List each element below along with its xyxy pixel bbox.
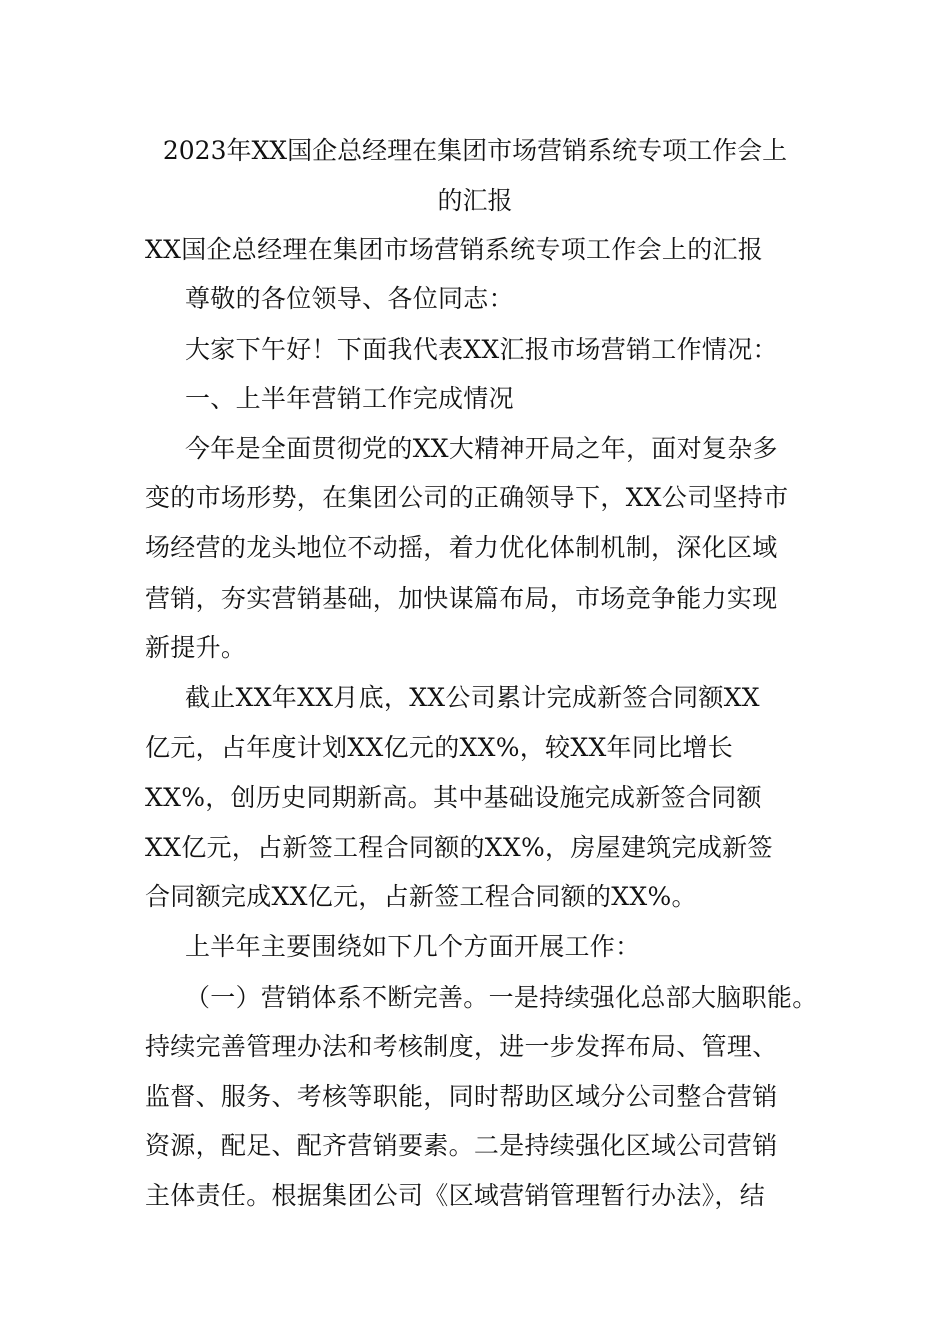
paragraph-line: 营销，夯实营销基础，加快谋篇布局，市场竞争能力实现: [145, 584, 778, 613]
paragraph-line: 监督、服务、考核等职能，同时帮助区域分公司整合营销: [145, 1082, 778, 1111]
paragraph-line: （一）营销体系不断完善。一是持续强化总部大脑职能。: [185, 983, 818, 1012]
paragraph-line: 变的市场形势，在集团公司的正确领导下，XX公司坚持市: [145, 483, 789, 512]
paragraph-line: 场经营的龙头地位不动摇，着力优化体制机制，深化区域: [145, 533, 778, 562]
paragraph-line: 持续完善管理办法和考核制度，进一步发挥布局、管理、: [145, 1032, 778, 1061]
paragraph-line: 上半年主要围绕如下几个方面开展工作：: [185, 932, 641, 961]
document-title-line-1: 2023年XX国企总经理在集团市场营销系统专项工作会上: [162, 136, 788, 165]
paragraph-line: 合同额完成XX亿元，占新签工程合同额的XX%。: [145, 882, 697, 911]
paragraph-line: 新提升。: [145, 633, 247, 662]
subtitle-line: XX国企总经理在集团市场营销系统专项工作会上的汇报: [145, 235, 764, 264]
paragraph-line: 资源，配足、配齐营销要素。二是持续强化区域公司营销: [145, 1131, 778, 1160]
document-title-line-2: 的汇报: [437, 186, 513, 215]
greeting-line: 大家下午好！下面我代表XX汇报市场营销工作情况：: [185, 335, 778, 364]
paragraph-line: 今年是全面贯彻党的XX大精神开局之年，面对复杂多: [185, 434, 778, 463]
section-heading-1: 一、上半年营销工作完成情况: [185, 384, 514, 413]
paragraph-line: 截止XX年XX月底，XX公司累计完成新签合同额XX: [185, 683, 760, 712]
paragraph-line: XX%，创历史同期新高。其中基础设施完成新签合同额: [145, 783, 762, 812]
paragraph-line: XX亿元，占新签工程合同额的XX%，房屋建筑完成新签: [145, 833, 773, 862]
salutation-line: 尊敬的各位领导、各位同志：: [185, 284, 514, 313]
paragraph-line: 亿元，占年度计划XX亿元的XX%，较XX年同比增长: [145, 733, 734, 762]
paragraph-line: 主体责任。根据集团公司《区域营销管理暂行办法》，结: [145, 1181, 766, 1210]
